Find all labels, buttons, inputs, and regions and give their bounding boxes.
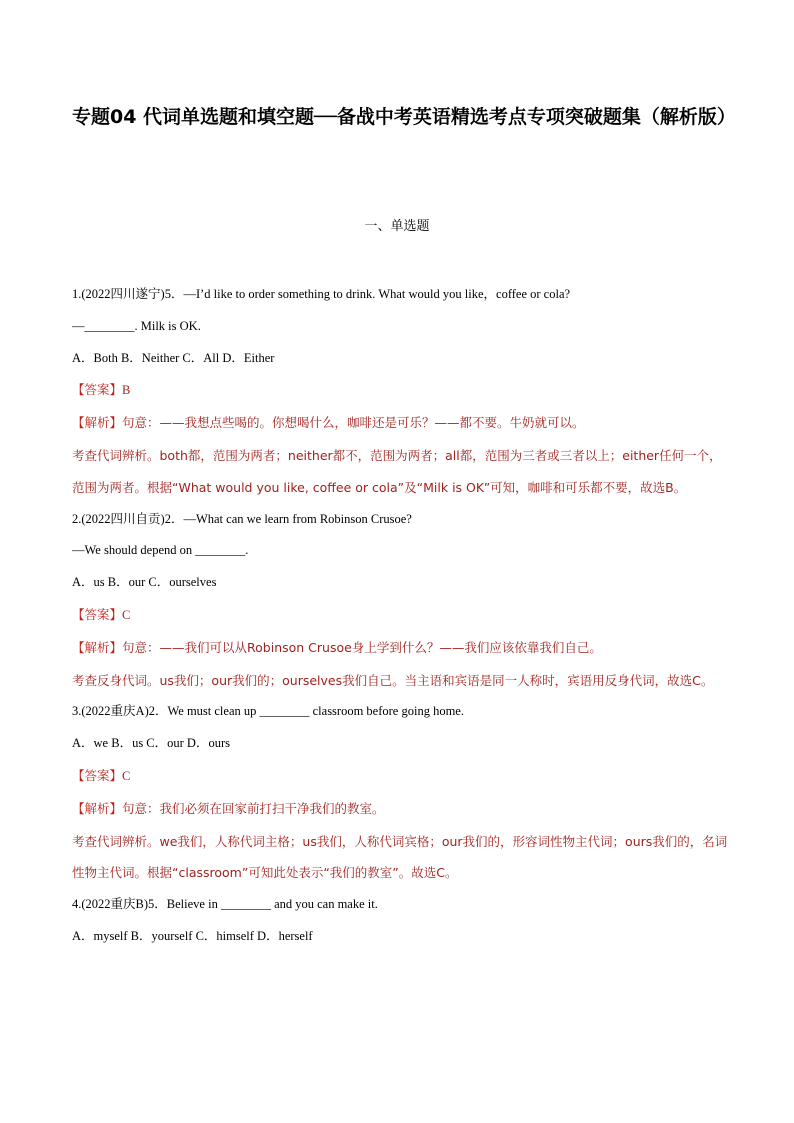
- analysis-explanation: 考查代词辨析。both都，范围为两者；neither都不，范围为两者；all都，范围为三者或三者以上；either任何一个，范围为两者。根据“What would you like, coffee or cola”及“Milk is OK”可知，咖啡和可乐都不要，故选B。: [72, 447, 722, 495]
- answer-line: [72, 599, 728, 632]
- question-options: A．myself B．yourself C．himself D．herself: [72, 928, 313, 943]
- answer-label: 【答案】: [72, 606, 123, 622]
- analysis-translation: 句意：——我们可以从Robinson Crusoe身上学到什么？——我们应该依靠我们自己。: [122, 639, 602, 655]
- question-2: [72, 504, 728, 697]
- analysis-label: 【解析】: [72, 639, 123, 655]
- question-4: [72, 889, 728, 953]
- section-heading: 一、单选题: [364, 219, 430, 234]
- question-options: A．us B．our C．ourselves: [72, 575, 217, 590]
- question-stem: 2.(2022四川自贡)2．—What can we learn from Robinson Crusoe?: [72, 511, 412, 526]
- question-stem: 1.(2022四川遂宁)5．—I’d like to order something to drink. What would you like，coffee or cola?: [72, 287, 571, 301]
- question-list: [72, 279, 728, 953]
- answer-value: C: [122, 607, 131, 622]
- answer-value: C: [122, 768, 131, 783]
- analysis-label: 【解析】: [72, 800, 123, 816]
- question-stem: 3.(2022重庆A)2．We must clean up ________ classroom before going home.: [72, 704, 464, 719]
- analysis-explanation: 考查反身代词。us我们；our我们的；ourselves我们自己。当主语和宾语是同一人称时，宾语用反身代词，故选C。: [72, 672, 714, 688]
- question-3: [72, 696, 728, 889]
- document-title: 专题04 代词单选题和填空题──备战中考英语精选考点专项突破题集（解析版）: [72, 106, 736, 128]
- question-options: A．Both B．Neither C．All D．Either: [72, 350, 275, 365]
- answer-label: 【答案】: [72, 767, 123, 783]
- answer-line: [72, 374, 728, 407]
- analysis-translation: 句意：我们必须在回家前打扫干净我们的教室。: [122, 800, 385, 816]
- question-1: [72, 279, 728, 504]
- answer-label: 【答案】: [72, 382, 123, 398]
- analysis-line: [72, 407, 728, 440]
- analysis-explanation: 考查代词辨析。we我们，人称代词主格；us我们，人称代词宾格；our我们的，形容词性物主代词；ours我们的，名词性物主代词。根据“classroom”可知此处表示“我们的教室”。故选C。: [72, 833, 728, 881]
- question-options: A．we B．us C．our D．ours: [72, 736, 230, 751]
- answer-line: [72, 760, 728, 793]
- question-line: —We should depend on ________.: [72, 543, 249, 558]
- analysis-translation: 句意：——我想点些喝的。你想喝什么，咖啡还是可乐？——都不要。牛奶就可以。: [122, 415, 585, 431]
- analysis-label: 【解析】: [72, 415, 123, 431]
- analysis-line: [72, 793, 728, 826]
- answer-value: B: [122, 383, 131, 398]
- analysis-line: [72, 632, 728, 665]
- question-stem: 4.(2022重庆B)5．Believe in ________ and you can make it.: [72, 897, 378, 912]
- question-line: —________. Milk is OK.: [72, 318, 201, 333]
